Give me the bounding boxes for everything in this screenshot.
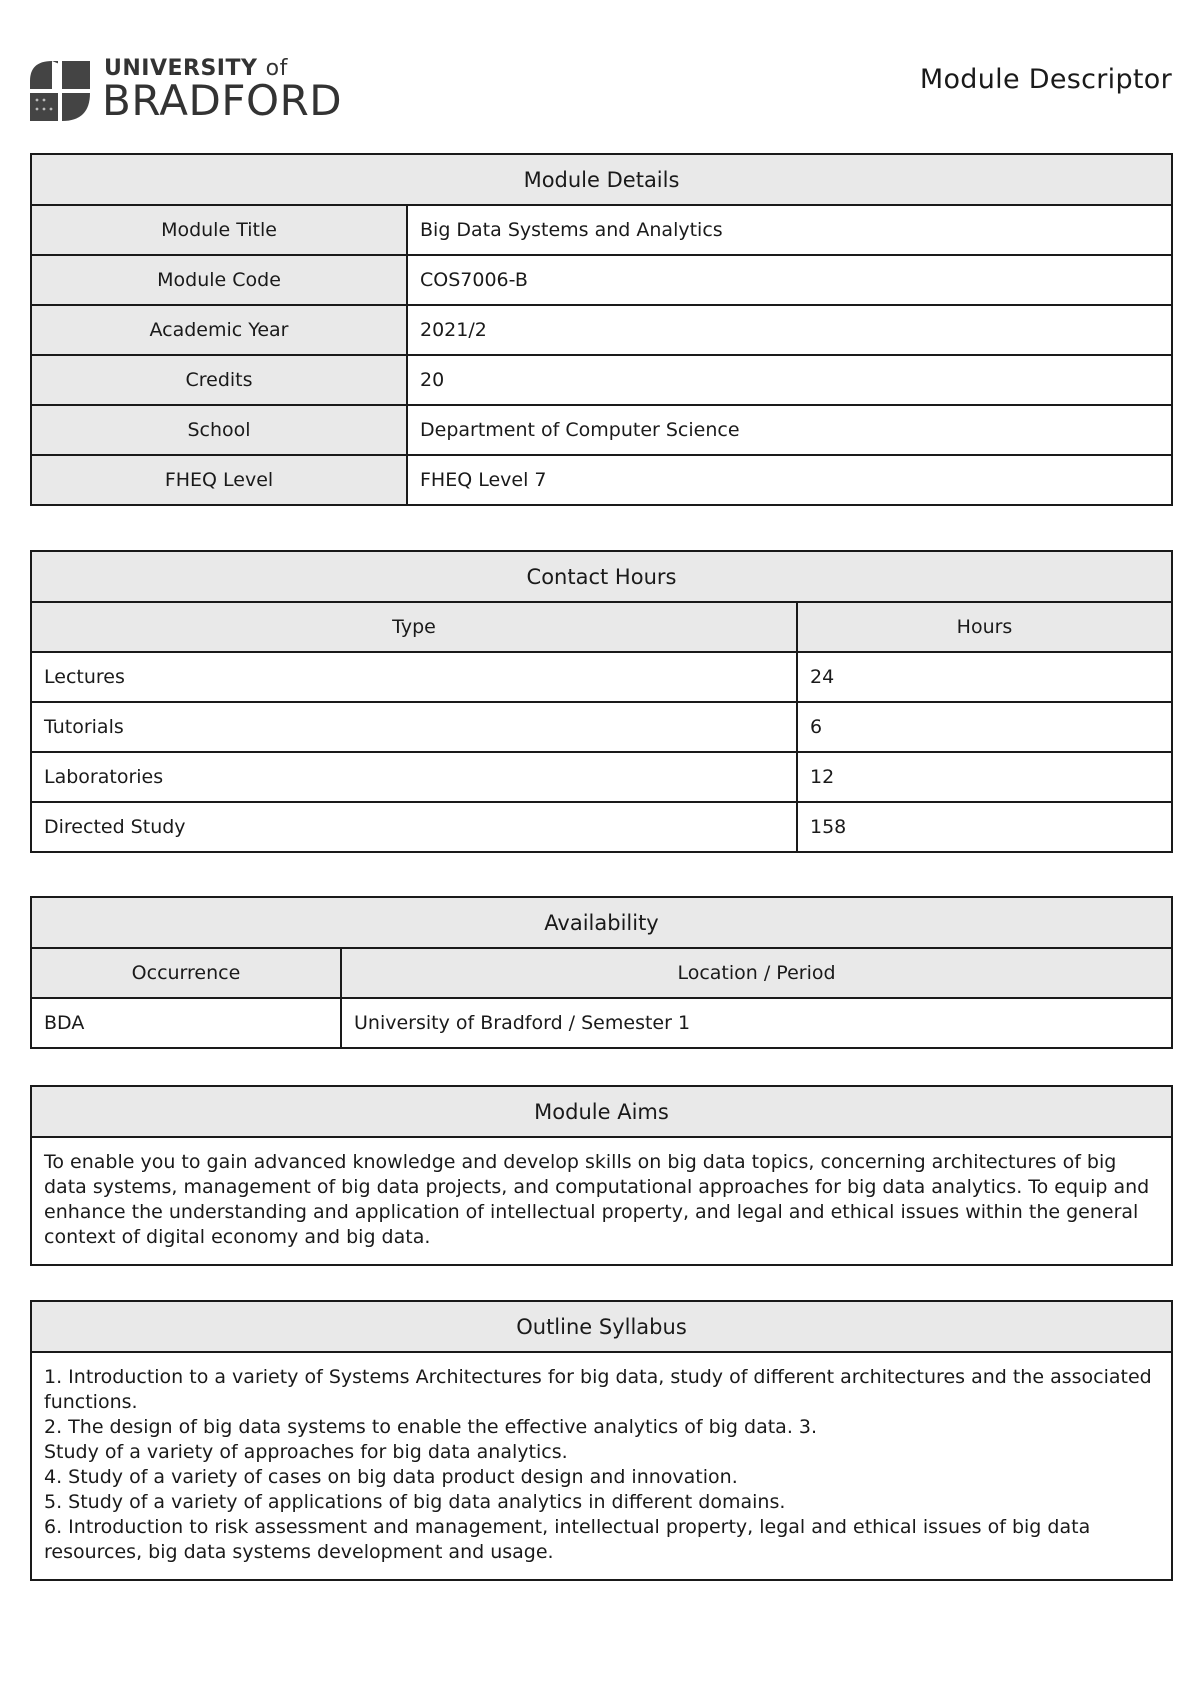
contact-hours-title: Contact Hours xyxy=(31,551,1172,602)
university-logo xyxy=(28,56,348,126)
row-value: 2021/2 xyxy=(407,305,1172,355)
row-label: School xyxy=(31,405,407,455)
syllabus-line: 5. Study of a variety of applications of big data analytics in different domains. xyxy=(44,1491,786,1513)
table-row xyxy=(31,802,1172,852)
module-aims-text: To enable you to gain advanced knowledge and develop skills on big data topics, concerning architectures of big data systems, management of big data projects, and computational approaches for big data analytics. To equip and enhance the understanding and application of intellectual property, and legal and ethical issues within the general context of digital economy and big data. xyxy=(31,1137,1172,1265)
module-aims-title: Module Aims xyxy=(31,1086,1172,1137)
row-value: FHEQ Level 7 xyxy=(407,455,1172,505)
row-label: Academic Year xyxy=(31,305,407,355)
row-label: Module Title xyxy=(31,205,407,255)
row-value: 20 xyxy=(407,355,1172,405)
row-value: COS7006-B xyxy=(407,255,1172,305)
table-row xyxy=(31,752,1172,802)
row-label: Credits xyxy=(31,355,407,405)
row-value: Big Data Systems and Analytics xyxy=(407,205,1172,255)
logo-text-bradford: BRADFORD xyxy=(102,76,343,125)
contact-hours-table xyxy=(30,550,1173,853)
table-row xyxy=(31,305,1172,355)
outline-syllabus-table xyxy=(30,1300,1173,1581)
hours-type: Laboratories xyxy=(31,752,797,802)
document-type-title: Module Descriptor xyxy=(919,64,1172,95)
hours-type: Tutorials xyxy=(31,702,797,752)
university-logo-mark-icon xyxy=(28,59,92,123)
row-value: Department of Computer Science xyxy=(407,405,1172,455)
hours-value: 24 xyxy=(797,652,1172,702)
table-row xyxy=(31,652,1172,702)
syllabus-line: Study of a variety of approaches for big data analytics. xyxy=(44,1441,568,1463)
row-label: FHEQ Level xyxy=(31,455,407,505)
column-header-occurrence: Occurrence xyxy=(31,948,341,998)
outline-syllabus-body xyxy=(31,1352,1172,1580)
occurrence-value: BDA xyxy=(31,998,341,1048)
hours-value: 158 xyxy=(797,802,1172,852)
hours-type: Lectures xyxy=(31,652,797,702)
column-header-hours: Hours xyxy=(797,602,1172,652)
module-aims-table xyxy=(30,1085,1173,1266)
row-label: Module Code xyxy=(31,255,407,305)
logo-text-university: UNIVERSITY of xyxy=(104,56,288,81)
table-row xyxy=(31,702,1172,752)
availability-table xyxy=(30,896,1173,1049)
location-value: University of Bradford / Semester 1 xyxy=(341,998,1172,1048)
module-details-table xyxy=(30,153,1173,506)
table-row xyxy=(31,998,1172,1048)
syllabus-line: 2. The design of big data systems to enable the effective analytics of big data. 3. xyxy=(44,1416,818,1438)
hours-type: Directed Study xyxy=(31,802,797,852)
table-row xyxy=(31,255,1172,305)
table-row xyxy=(31,205,1172,255)
table-row xyxy=(31,405,1172,455)
page-header xyxy=(0,0,1200,140)
hours-value: 6 xyxy=(797,702,1172,752)
syllabus-line: 1. Introduction to a variety of Systems Architectures for big data, study of different architectures and the associated functions. xyxy=(44,1366,1152,1413)
column-header-type: Type xyxy=(31,602,797,652)
table-row xyxy=(31,455,1172,505)
outline-syllabus-title: Outline Syllabus xyxy=(31,1301,1172,1352)
availability-title: Availability xyxy=(31,897,1172,948)
module-details-title: Module Details xyxy=(31,154,1172,205)
syllabus-line: 6. Introduction to risk assessment and management, intellectual property, legal and ethical issues of big data resources, big data systems development and usage. xyxy=(44,1516,1091,1563)
column-header-location: Location / Period xyxy=(341,948,1172,998)
table-row xyxy=(31,355,1172,405)
syllabus-line: 4. Study of a variety of cases on big data product design and innovation. xyxy=(44,1466,738,1488)
hours-value: 12 xyxy=(797,752,1172,802)
